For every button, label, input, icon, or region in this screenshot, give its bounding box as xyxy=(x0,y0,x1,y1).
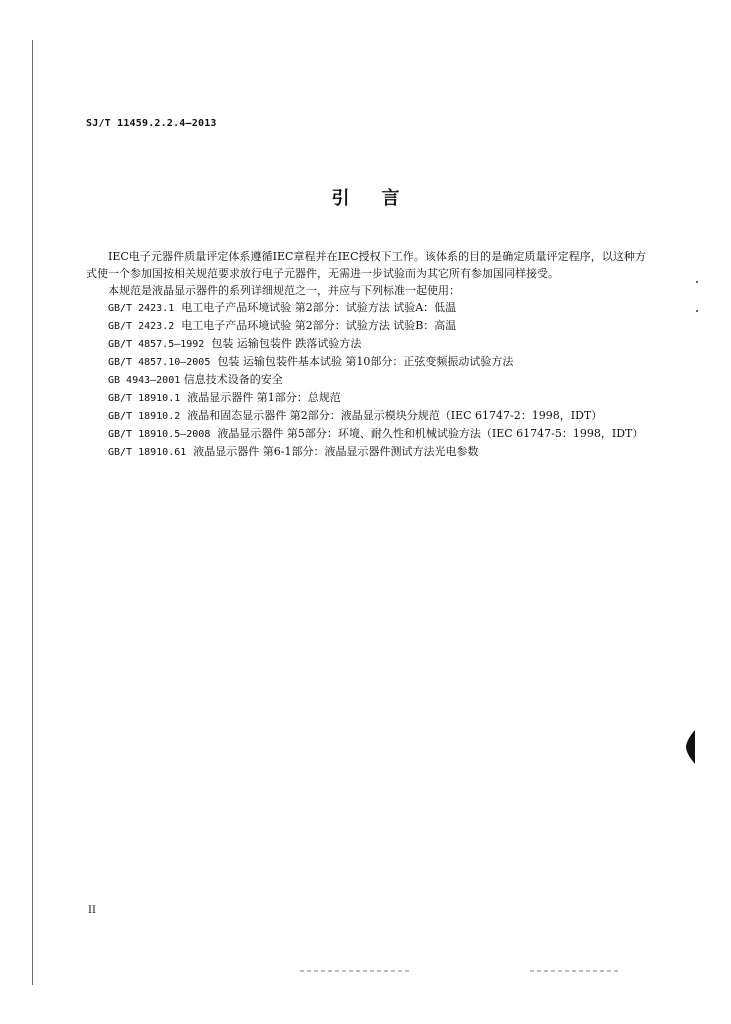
title-char-1: 引 xyxy=(331,188,350,209)
introduction-body xyxy=(86,248,646,461)
page-number: II xyxy=(88,905,96,916)
standard-title: 包装 运输包装件 跌落试验方法 xyxy=(211,337,362,350)
binding-mark-icon xyxy=(686,730,696,764)
page-title xyxy=(0,184,731,210)
standard-code: GB/T 18910.5—2008 xyxy=(108,429,211,440)
standard-code: GB 4943—2001 xyxy=(108,375,181,386)
standard-item xyxy=(86,389,646,407)
standard-title: 液晶显示器件 第6-1部分：液晶显示器件测试方法光电参数 xyxy=(193,445,479,458)
standard-item xyxy=(86,353,646,371)
standard-code: GB/T 18910.1 xyxy=(108,393,181,404)
scan-smudge xyxy=(530,970,620,972)
standard-item xyxy=(86,407,646,425)
series-statement: 本规范是液晶显示器件的系列详细规范之一，并应与下列标准一起使用： xyxy=(108,284,460,297)
standard-item xyxy=(86,443,646,461)
standard-title: 电工电子产品环境试验 第2部分：试验方法 试验A：低温 xyxy=(181,301,457,314)
document-standard-code: SJ/T 11459.2.2.4—2013 xyxy=(86,118,217,129)
title-char-2: 言 xyxy=(381,188,400,209)
standard-title: 液晶显示器件 第5部分：环境、耐久性和机械试验方法（IEC 61747-5：1998，IDT） xyxy=(217,427,644,440)
standard-title: 包装 运输包装件基本试验 第10部分：正弦变频振动试验方法 xyxy=(217,355,514,368)
scan-smudge xyxy=(300,970,410,972)
standard-code: GB/T 18910.2 xyxy=(108,411,181,422)
standard-code: GB/T 18910.61 xyxy=(108,447,187,458)
standard-item xyxy=(86,317,646,335)
referenced-standards-list xyxy=(86,299,646,461)
scan-edge-line xyxy=(32,40,33,985)
standard-code: GB/T 2423.2 xyxy=(108,321,175,332)
standard-code: GB/T 4857.10—2005 xyxy=(108,357,211,368)
standard-title: 信息技术设备的安全 xyxy=(183,373,283,386)
intro-paragraph: IEC电子元器件质量评定体系遵循IEC章程并在IEC授权下工作。该体系的目的是确定质量评定程序，以这种方式使一个参加国按相关规范要求放行电子元器件，无需进一步试验而为其它所有参加国同样接受。 xyxy=(86,250,646,280)
standard-item xyxy=(86,335,646,353)
standard-code: GB/T 4857.5—1992 xyxy=(108,339,205,350)
scan-speck xyxy=(696,281,698,283)
standard-title: 液晶显示器件 第1部分：总规范 xyxy=(187,391,341,404)
standard-title: 电工电子产品环境试验 第2部分：试验方法 试验B：高温 xyxy=(181,319,457,332)
scan-speck xyxy=(696,310,698,312)
standard-item xyxy=(86,425,646,443)
standard-title: 液晶和固态显示器件 第2部分：液晶显示模块分规范（IEC 61747-2：1998，IDT） xyxy=(187,409,603,422)
standard-item xyxy=(86,299,646,317)
standard-code: GB/T 2423.1 xyxy=(108,303,175,314)
standard-item xyxy=(86,371,646,389)
